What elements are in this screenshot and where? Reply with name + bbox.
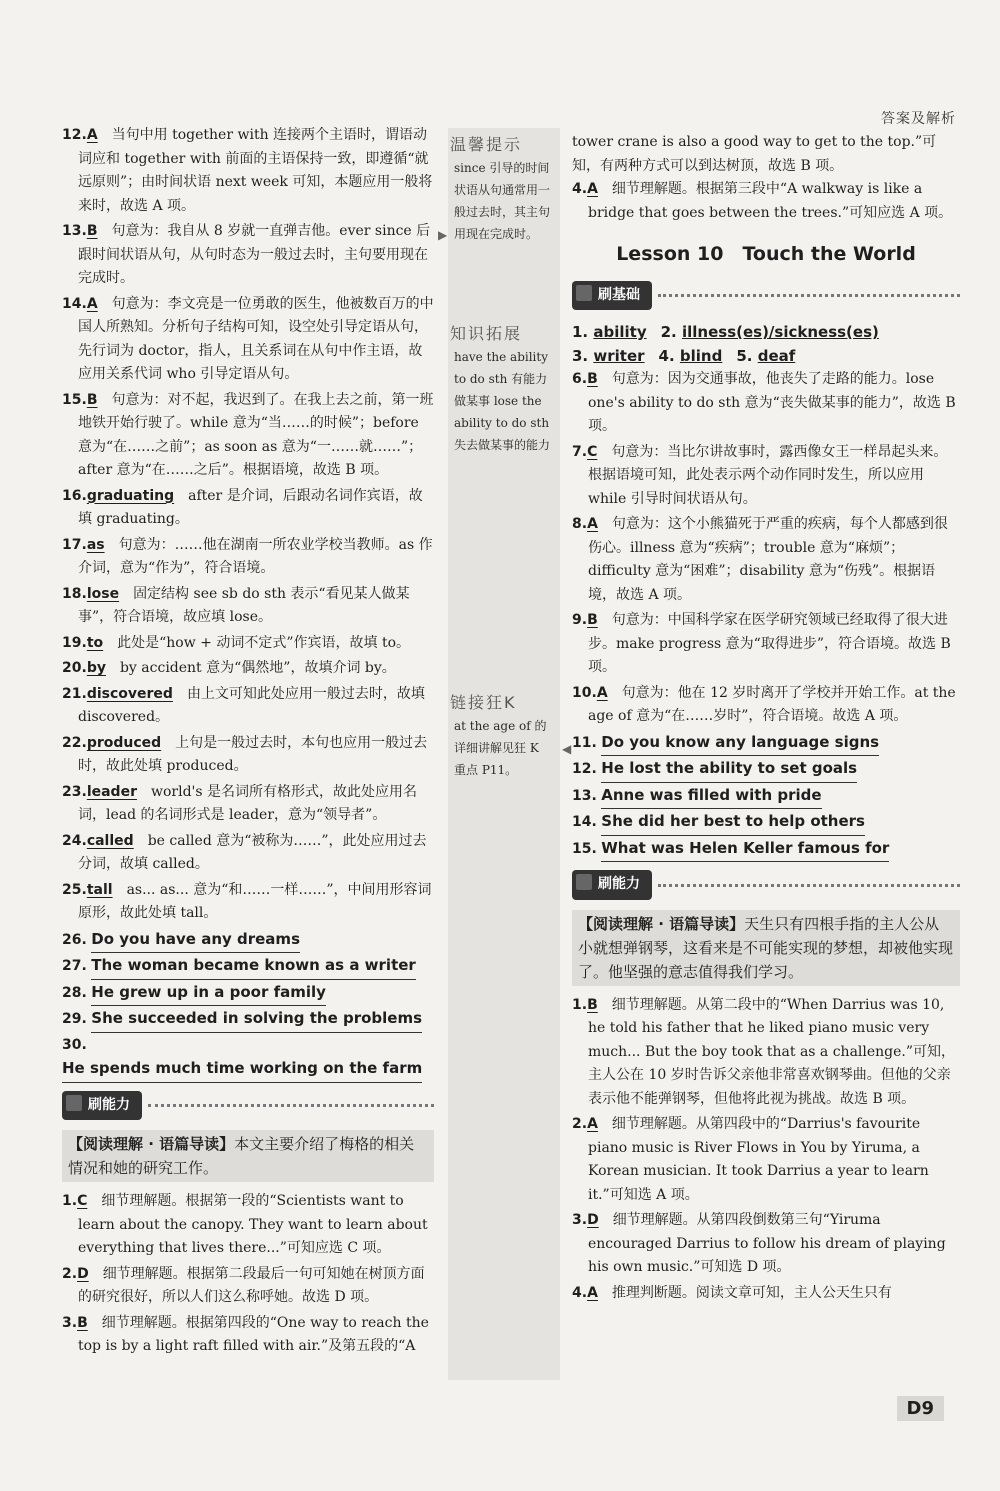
item-answer: B xyxy=(77,1314,88,1331)
item-text: by accident 意为“偶然地”，故填介词 by。 xyxy=(119,660,396,676)
item-number: 3. xyxy=(62,1314,78,1331)
right-top-text: tower crane is also a good way to get to the top.”可知，有两种方式可以到达树顶，故选 B 项。 xyxy=(572,134,937,174)
page-number: D9 xyxy=(897,1396,944,1421)
sentence-answer xyxy=(572,837,960,863)
answer-item xyxy=(62,781,434,828)
item-number: 2. xyxy=(572,1116,588,1132)
tag-dots xyxy=(148,1103,434,1107)
item-answer: C xyxy=(587,443,598,460)
arrow-icon: ◀ xyxy=(562,742,572,756)
right-tag-1 xyxy=(572,281,960,311)
vocab-answer xyxy=(736,347,795,365)
item-answer: A xyxy=(596,684,608,701)
tip3-text: at the age of 的详细讲解见狂 K 重点 P11。 xyxy=(454,719,547,777)
item-answer: as xyxy=(86,536,105,553)
item-number: 4. xyxy=(572,1284,588,1301)
item-text: 句意为：他在 12 岁时离开了学校并开始工作。at the age of 意为“在……岁时”，符合语境。故选 A 项。 xyxy=(588,684,956,724)
item-text: 固定结构 see sb do sth 表示“看见某人做某事”，符合语境，故应填 lose。 xyxy=(78,585,410,625)
sentence-text: He grew up in a poor family xyxy=(91,981,326,1007)
sentence-text: Do you have any dreams xyxy=(91,928,300,954)
answer-item xyxy=(62,583,434,630)
item-number: 1. xyxy=(62,1193,78,1209)
item-number: 10. xyxy=(572,684,597,701)
item-number: 19. xyxy=(62,634,87,651)
sentence-answer xyxy=(572,784,960,810)
item-number: 17. xyxy=(62,536,87,553)
answer-item xyxy=(572,1282,960,1306)
right-lines xyxy=(572,731,960,863)
tip2-text: have the ability to do sth 有能力做某事 lose the ability to do sth 失去做某事的能力 xyxy=(454,350,551,452)
item-answer: B xyxy=(587,996,598,1013)
item-text: 上句是一般过去时，本句也应用一般过去时，故此处填 produced。 xyxy=(78,734,428,774)
tip2-title: 知识拓展 xyxy=(450,324,523,343)
item-number: 15. xyxy=(572,840,597,857)
item-answer: A xyxy=(587,1116,598,1132)
sentence-text: He spends much time working on the farm xyxy=(62,1057,422,1083)
right-tag-badge: 刷能力 xyxy=(572,870,652,900)
answer-item xyxy=(62,124,434,218)
answer-item xyxy=(62,220,434,291)
guide-text: 本文主要介绍了梅格的相关情况和她的研究工作。 xyxy=(68,1135,415,1177)
vocab-word: ability xyxy=(593,323,647,341)
sentence-text: Do you know any language signs xyxy=(601,731,879,757)
item-number: 13. xyxy=(62,223,87,239)
vocab-answer xyxy=(659,347,723,365)
item-text: 细节理解题。根据第三段中“A walkway is like a bridge that goes between the trees.”可知应选 A 项。 xyxy=(588,181,953,221)
item-number: 27. xyxy=(62,958,87,974)
item-number: 1. xyxy=(572,323,589,341)
right-items xyxy=(572,368,960,729)
item-text: 句意为：李文亮是一位勇敢的医生，他被数百万的中国人所熟知。分析句子结构可知，设空处引导定语从句，先行词为 doctor，指人，且关系词在从句中作主语，故应用关系代词 who 引导定语从句。 xyxy=(78,295,434,382)
item-number: 21. xyxy=(62,685,87,702)
item-answer: D xyxy=(587,1212,599,1228)
left-tag xyxy=(62,1091,434,1121)
answer-item xyxy=(62,534,434,581)
item-number: 2. xyxy=(62,1265,78,1282)
answer-item xyxy=(572,609,960,680)
item-answer: C xyxy=(77,1193,88,1209)
guide-label: 【阅读理解 · 语篇导读】 xyxy=(578,914,745,933)
left-reading xyxy=(62,1190,434,1359)
item-text: 句意为：因为交通事故，他丧失了走路的能力。lose one's ability to do sth 意为“丧失做某事的能力”，故选 B 项。 xyxy=(588,371,956,434)
item-text: 句意为：中国科学家在医学研究领域已经取得了很大进步。make progress 意为“取得进步”，符合语境。故选 B 项。 xyxy=(588,612,951,675)
item-text: 推理判断题。阅读文章可知，主人公天生只有 xyxy=(611,1284,892,1301)
item-answer: A xyxy=(587,516,598,532)
answer-item xyxy=(62,485,434,532)
item-number: 1. xyxy=(572,996,588,1013)
item-number: 4. xyxy=(572,181,588,197)
item-answer: by xyxy=(86,660,106,676)
item-text: 此处是“how + 动词不定式”作宾语，故填 to。 xyxy=(117,634,411,651)
guide-label: 【阅读理解 · 语篇导读】 xyxy=(68,1135,235,1153)
sentence-text: The woman became known as a writer xyxy=(91,954,416,980)
item-text: 细节理解题。从第四段中的“Darrius's favourite piano music is River Flows in You by Yiruma, a Korean musician. It took Darrius a year to learn it.”可知选 A 项。 xyxy=(588,1116,929,1203)
right-tag-badge: 刷基础 xyxy=(572,281,652,311)
tag-dots xyxy=(658,883,960,887)
answer-item xyxy=(62,1190,434,1261)
sentence-text: She did her best to help others xyxy=(601,810,865,836)
answer-item xyxy=(572,682,960,729)
item-answer: discovered xyxy=(86,685,173,702)
vocab-word: illness(es)/sickness(es) xyxy=(681,323,879,341)
item-answer: produced xyxy=(86,734,162,751)
item-answer: D xyxy=(77,1265,89,1282)
item-text: 细节理解题。根据第二段最后一句可知她在树顶方面的研究很好，所以人们这么称呼她。故选 D 项。 xyxy=(78,1265,425,1305)
sentence-answer xyxy=(572,731,960,757)
item-answer: graduating xyxy=(86,487,175,504)
sentence-text: She succeeded in solving the problems xyxy=(91,1007,422,1033)
item-number: 30. xyxy=(62,1036,87,1053)
item-text: 细节理解题。根据第一段的“Scientists want to learn about the canopy. They want to learn about everything that lives there...”可知应选 C 项。 xyxy=(78,1193,428,1256)
right-column xyxy=(572,131,960,1307)
item-answer: B xyxy=(86,391,98,408)
item-number: 9. xyxy=(572,612,588,628)
item-number: 24. xyxy=(62,832,87,849)
item-text: 句意为：当比尔讲故事时，露西像女王一样昂起头来。根据语境可知，此处表示两个动作同时发生，所以应用 while 引导时间状语从句。 xyxy=(588,443,948,507)
item-number: 13. xyxy=(572,787,597,804)
item-number: 8. xyxy=(572,516,588,532)
right-item-4 xyxy=(572,178,960,225)
guide-text: 天生只有四根手指的主人公从小就想弹钢琴，这看来是不可能实现的梦想，却被他实现了。他坚强的意志值得我们学习。 xyxy=(578,914,954,981)
vocab-word: deaf xyxy=(757,347,796,365)
answer-item xyxy=(572,513,960,607)
vocab-answer xyxy=(572,323,647,341)
tip3-title: 链接狂K xyxy=(450,693,517,712)
item-answer: B xyxy=(86,223,98,239)
answer-item xyxy=(62,683,434,730)
item-number: 20. xyxy=(62,660,87,676)
item-text: after 是介词，后跟动名词作宾语，故填 graduating。 xyxy=(78,487,423,527)
item-text: 细节理解题。从第二段中的“When Darrius was 10, he told his father that he liked piano music very much... But the boy took that as a challenge.”可知，主人公在 10 岁时告诉父亲他非常喜欢钢琴曲。但他的父亲表示他不能弹钢琴，但他将此视为挑战。故选 B 项。 xyxy=(588,996,956,1107)
item-text: world's 是名词所有格形式，故此处应用名词，lead 的名词形式是 leader，意为“领导者”。 xyxy=(78,783,418,823)
item-text: 句意为：我自从 8 岁就一直弹吉他。ever since 后跟时间状语从句，从句时态为一般过去时，主句要用现在完成时。 xyxy=(78,223,431,286)
item-text: 细节理解题。根据第四段的“One way to reach the top is by a light raft filled with air.”及第五段的“A xyxy=(78,1314,429,1354)
sentence-answer xyxy=(572,810,960,836)
answer-item xyxy=(62,879,434,926)
left-column xyxy=(62,124,434,1361)
lesson-title: Lesson 10 Touch the World xyxy=(616,243,916,265)
tip1-text: since 引导的时间状语从句通常用一般过去时，其主句用现在完成时。 xyxy=(454,161,551,241)
item-number: 22. xyxy=(62,734,87,751)
item-number: 26. xyxy=(62,931,87,948)
side-notes xyxy=(448,128,560,1380)
sentence-text: He lost the ability to set goals xyxy=(601,757,857,783)
item-answer: B xyxy=(587,371,598,387)
sentence-answer xyxy=(62,981,434,1007)
arrow-icon: ▶ xyxy=(438,228,448,242)
item-answer: to xyxy=(86,634,104,651)
answer-item xyxy=(62,293,434,387)
item-number: 15. xyxy=(62,391,87,408)
item-text: 句意为：这个小熊猫死于严重的疾病，每个人都感到很伤心。illness 意为“疾病”；trouble 意为“麻烦”；difficulty 意为“困难”；disability 意为“伤残”。根据语境，故选 A 项。 xyxy=(588,516,948,603)
sentence-answer xyxy=(62,1034,434,1083)
vocab-word: writer xyxy=(593,347,645,365)
sentence-answer xyxy=(62,954,434,980)
sentence-answer xyxy=(572,757,960,783)
vocab-word: blind xyxy=(679,347,723,365)
item-number: 2. xyxy=(660,323,677,341)
right-guide xyxy=(572,910,960,986)
right-tag-2 xyxy=(572,870,960,900)
item-answer: tall xyxy=(86,881,113,898)
item-text: be called 意为“被称为……”，此处应用过去分词，故填 called。 xyxy=(78,832,427,872)
item-number: 29. xyxy=(62,1011,87,1027)
item-number: 6. xyxy=(572,371,588,387)
answer-item xyxy=(62,389,434,483)
sentence-text: Anne was filled with pride xyxy=(601,784,821,810)
item-number: 4. xyxy=(658,347,675,365)
answer-item xyxy=(572,1113,960,1207)
left-tag-badge: 刷能力 xyxy=(62,1091,142,1121)
item-text: 细节理解题。从第四段倒数第三句“Yiruma encouraged Darrius to follow his dream of playing his own music.”可知选 D 项。 xyxy=(588,1212,946,1275)
item-answer: A xyxy=(86,127,98,143)
item-number: 11. xyxy=(572,734,597,751)
item-number: 16. xyxy=(62,487,87,504)
answer-item xyxy=(62,632,434,656)
left-items xyxy=(62,124,434,926)
item-number: 25. xyxy=(62,881,87,898)
item-text: 当句中用 together with 连接两个主语时，谓语动词应和 together with 前面的主语保持一致，即遵循“就远原则”；由时间状语 next week 可知，本题应用一般将来时，故选 A 项。 xyxy=(78,127,433,214)
answer-item xyxy=(572,441,960,512)
item-number: 12. xyxy=(62,127,87,143)
item-answer: called xyxy=(86,832,134,849)
item-number: 5. xyxy=(736,347,753,365)
item-number: 7. xyxy=(572,443,588,460)
left-lines xyxy=(62,928,434,1083)
item-text: 句意为：……他在湖南一所农业学校当教师。as 作介词，意为“作为”，符合语境。 xyxy=(78,536,433,576)
item-number: 14. xyxy=(62,295,87,312)
answer-item xyxy=(62,1263,434,1310)
vocab-answers xyxy=(572,320,960,368)
item-number: 28. xyxy=(62,984,87,1001)
vocab-answer xyxy=(572,347,645,365)
left-guide xyxy=(62,1130,434,1182)
tag-dots xyxy=(658,293,960,297)
answer-item xyxy=(62,732,434,779)
page-header: 答案及解析 xyxy=(881,111,956,127)
item-number: 3. xyxy=(572,347,589,365)
tip1-title: 温馨提示 xyxy=(450,135,523,154)
item-number: 18. xyxy=(62,585,87,602)
item-number: 3. xyxy=(572,1212,588,1228)
item-answer: B xyxy=(587,612,598,628)
sentence-answer xyxy=(62,928,434,954)
vocab-answer xyxy=(661,323,879,341)
answer-item xyxy=(62,657,434,681)
item-number: 12. xyxy=(572,761,597,777)
item-number: 14. xyxy=(572,814,597,830)
item-answer: leader xyxy=(86,783,137,800)
item-answer: A xyxy=(587,181,598,197)
answer-item xyxy=(62,830,434,877)
item-text: 句意为：对不起，我迟到了。在我上去之前，第一班地铁开始行驶了。while 意为“当……的时候”；before 意为“在……之前”；as soon as 意为“一……就……”；after 意为“在……之后”。根据语境，故选 B 项。 xyxy=(78,391,434,478)
answer-item xyxy=(572,368,960,439)
item-answer: lose xyxy=(86,585,120,602)
item-answer: A xyxy=(587,1284,598,1301)
item-number: 23. xyxy=(62,783,87,800)
answer-item xyxy=(62,1312,434,1359)
item-text: as... as... 意为“和……一样……”，中间用形容词原形，故此处填 tall。 xyxy=(78,881,432,921)
sentence-answer xyxy=(62,1007,434,1033)
answer-item xyxy=(572,1209,960,1280)
item-text: 由上文可知此处应用一般过去时，故填 discovered。 xyxy=(78,685,425,725)
sentence-text: What was Helen Keller famous for xyxy=(601,837,889,863)
item-answer: A xyxy=(86,295,98,312)
right-reading xyxy=(572,994,960,1306)
answer-item xyxy=(572,994,960,1112)
